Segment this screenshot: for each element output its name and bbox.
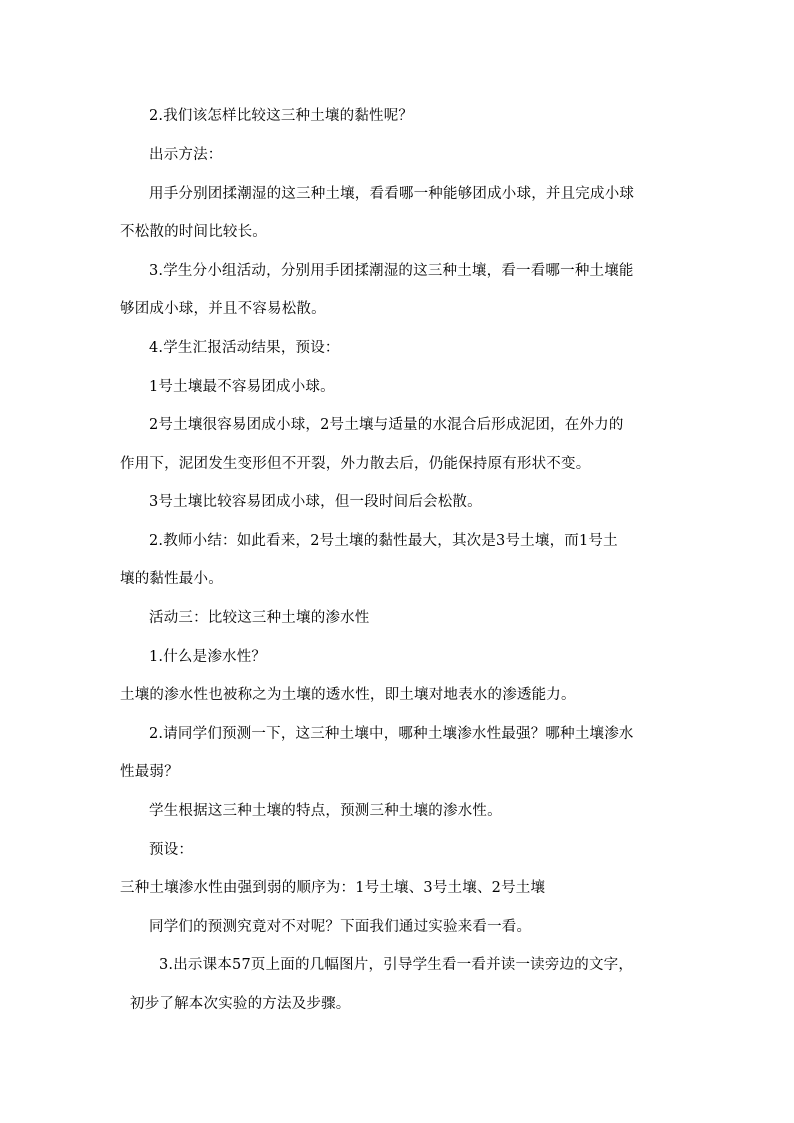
- paragraph-line: 三种土壤渗水性由强到弱的顺序为：1号土壤、3号土壤、2号土壤: [120, 880, 546, 896]
- paragraph-line: 3号土壤比较容易团成小球，但一段时间后会松散。: [149, 494, 482, 510]
- paragraph-line: 出示方法：: [149, 147, 223, 163]
- paragraph-line: 2.教师小结：如此看来，2号土壤的黏性最大，其次是3号土壤，而1号土: [149, 533, 618, 549]
- paragraph-line: 2.我们该怎样比较这三种土壤的黏性呢？: [149, 108, 414, 124]
- paragraph-line: 土壤的渗水性也被称之为土壤的透水性，即土壤对地表水的渗透能力。: [120, 687, 576, 703]
- paragraph-line: 用手分别团揉潮湿的这三种土壤，看看哪一种能够团成小球，并且完成小球: [149, 186, 635, 202]
- paragraph-line: 够团成小球，并且不容易松散。: [120, 301, 326, 317]
- section-heading: 活动三：比较这三种土壤的渗水性: [149, 610, 370, 626]
- paragraph-line: 4.学生汇报活动结果，预设：: [149, 340, 340, 356]
- paragraph-line: 学生根据这三种土壤的特点，预测三种土壤的渗水性。: [149, 803, 502, 819]
- paragraph-line: 预设：: [149, 842, 194, 858]
- paragraph-line: 3.出示课本57页上面的几幅图片，引导学生看一看并读一读旁边的文字，: [159, 957, 634, 973]
- paragraph-line: 性最弱？: [120, 764, 179, 780]
- paragraph-line: 1号土壤最不容易团成小球。: [149, 379, 335, 395]
- paragraph-line: 作用下，泥团发生变形但不开裂，外力散去后，仍能保持原有形状不变。: [120, 456, 591, 472]
- paragraph-line: 1.什么是渗水性？: [149, 649, 267, 665]
- paragraph-line: 不松散的时间比较长。: [120, 224, 267, 240]
- paragraph-line: 2号土壤很容易团成小球，2号土壤与适量的水混合后形成泥团，在外力的: [149, 417, 624, 433]
- paragraph-line: 初步了解本次实验的方法及步骤。: [130, 996, 351, 1012]
- paragraph-line: 壤的黏性最小。: [120, 571, 223, 587]
- paragraph-line: 同学们的预测究竟对不对呢？下面我们通过实验来看一看。: [149, 919, 532, 935]
- paragraph-line: 2.请同学们预测一下，这三种土壤中，哪种土壤渗水性最强？哪种土壤渗水: [149, 726, 634, 742]
- paragraph-line: 3.学生分小组活动，分别用手团揉潮湿的这三种土壤，看一看哪一种土壤能: [149, 263, 634, 279]
